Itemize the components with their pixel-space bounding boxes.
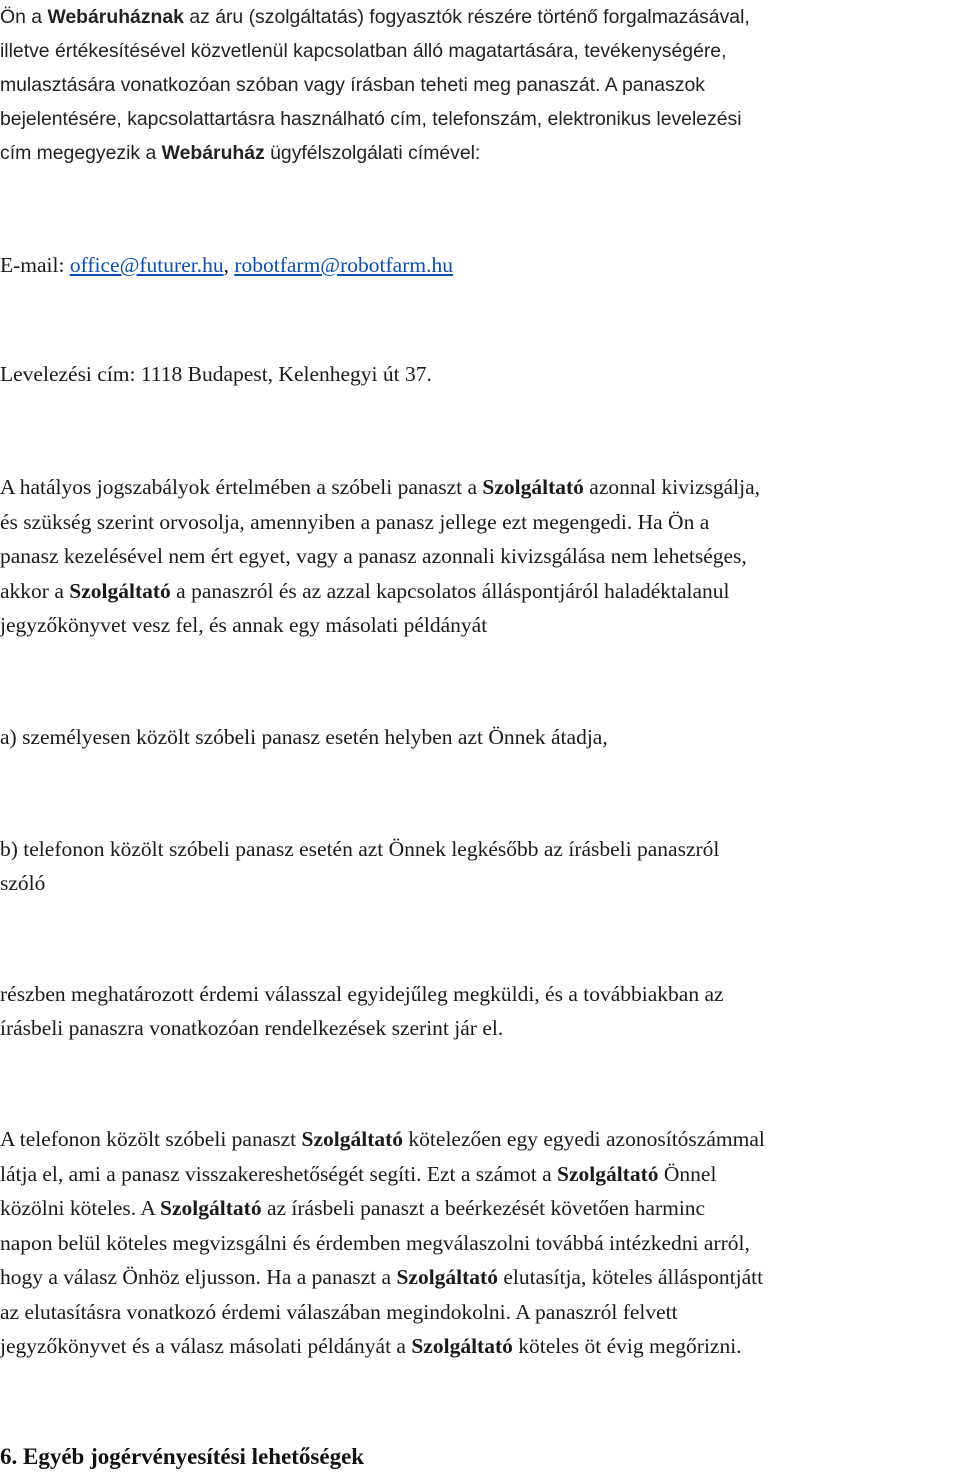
- oral-line-4: akkor a Szolgáltató a panaszról és az azzal kapcsolatos álláspontjáról haladéktalanul: [0, 579, 730, 603]
- oral-line-2: és szükség szerint orvosolja, amennyiben a panasz jellege ezt megengedi. Ha Ön a: [0, 510, 710, 534]
- intro-line-3: mulasztására vonatkozóan szóban vagy írásban teheti meg panaszát. A panaszok: [0, 74, 705, 96]
- phone-line-1: A telefonon közölt szóbeli panaszt Szolgáltató kötelezően egy egyedi azonosítószámmal: [0, 1127, 765, 1151]
- list-item-a: a) személyesen közölt szóbeli panasz esetén helyben azt Önnek átadja,: [0, 725, 608, 749]
- phone-line-5: hogy a válasz Önhöz eljusson. Ha a panaszt a Szolgáltató elutasítja, köteles álláspontjátt: [0, 1265, 764, 1289]
- email-link-robotfarm[interactable]: robotfarm@robotfarm.hu: [234, 253, 453, 277]
- oral-line-1: A hatályos jogszabályok értelmében a szóbeli panaszt a Szolgáltató azonnal kivizsgálja,: [0, 475, 761, 499]
- list-item-b-line-1: b) telefonon közölt szóbeli panasz esetén azt Önnek legkésőbb az írásbeli panaszról: [0, 837, 720, 861]
- email-line: E-mail: office@futurer.hu, robotfarm@robotfarm.hu: [0, 253, 453, 277]
- intro-line-5: cím megegyezik a Webáruház ügyfélszolgálati címével:: [0, 142, 481, 164]
- email-link-futurer[interactable]: office@futurer.hu: [69, 253, 224, 277]
- phone-line-7: jegyzőkönyvet és a válasz másolati példányát a Szolgáltató köteles öt évig megőrizni.: [0, 1334, 742, 1358]
- rest-line-1: részben meghatározott érdemi válasszal egyidejűleg megküldi, és a továbbiakban az: [0, 982, 724, 1006]
- intro-line-4: bejelentésére, kapcsolattartásra használható cím, telefonszám, elektronikus levelezési: [0, 108, 742, 130]
- intro-line-1: Ön a Webáruháznak az áru (szolgáltatás) fogyasztók részére történő forgalmazásával,: [0, 6, 750, 28]
- phone-line-6: az elutasításra vonatkozó érdemi válaszában megindokolni. A panaszról felvett: [0, 1300, 678, 1324]
- list-item-b-line-2: szóló: [0, 871, 46, 895]
- rest-line-2: írásbeli panaszra vonatkozóan rendelkezések szerint jár el.: [0, 1016, 504, 1040]
- webaruhaz-name: Webáruháznak: [47, 6, 184, 28]
- section-heading: 6. Egyéb jogérvényesítési lehetőségek: [0, 1444, 365, 1469]
- phone-line-2: látja el, ami a panasz visszakereshetőségét segíti. Ezt a számot a Szolgáltató Önnel: [0, 1162, 717, 1186]
- webaruhaz-name: Webáruház: [161, 142, 265, 164]
- email-label: E-mail:: [0, 253, 70, 277]
- postal-address: Levelezési cím: 1118 Budapest, Kelenhegyi út 37.: [0, 362, 432, 386]
- oral-line-3: panasz kezelésével nem ért egyet, vagy a panasz azonnali kivizsgálása nem lehetséges,: [0, 544, 747, 568]
- phone-line-3: közölni köteles. A Szolgáltató az írásbeli panaszt a beérkezését követően harminc: [0, 1196, 706, 1220]
- phone-line-4: napon belül köteles megvizsgálni és érdemben megválaszolni továbbá intézkedni arról,: [0, 1231, 750, 1255]
- intro-line-2: illetve értékesítésével közvetlenül kapcsolatban álló magatartására, tevékenységére,: [0, 40, 727, 62]
- oral-line-5: jegyzőkönyvet vesz fel, és annak egy másolati példányát: [0, 613, 488, 637]
